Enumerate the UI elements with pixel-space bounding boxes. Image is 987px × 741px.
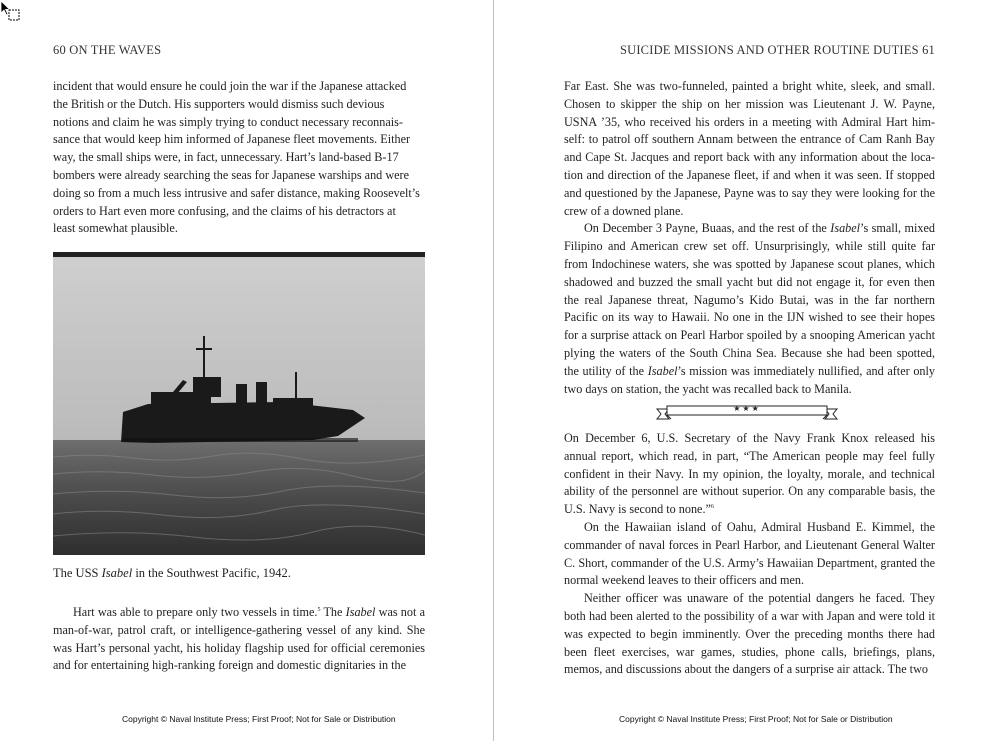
text-line: bombers were already searching the seas for Japanese warships and were (53, 167, 409, 182)
running-head-left: 60 ON THE WAVES (53, 43, 162, 57)
right-paragraph-5: Neither officer was unaware of the potential dangers he faced. They both had been alerted to the possibility of a war with Japan and were told it was expected to begin imminently. Over the preceding months there had been fleet exercises, war games, studies, phone calls, briefings, plans, memos, and discussions about the dangers of a surprise air attack. The two (564, 591, 935, 677)
running-head-right: SUICIDE MISSIONS AND OTHER ROUTINE DUTIES 61 (619, 43, 935, 57)
text-line: notions and claim he was simply trying to conduct necessary reconnais- (53, 114, 403, 129)
text-line: incident that would ensure he could join the war if the Japanese attacked (53, 79, 407, 93)
note-reference: 5 (317, 606, 321, 613)
right-paragraph-4: On the Hawaiian island of Oahu, Admiral Husband E. Kimmel, the commander of naval forces in Pearl Harbor, and Lieutenant General Walter C. Short, commander of the U.S. Army’s Hawaiian Department, granted the normal weekend leaves to their officers and men. (564, 519, 935, 588)
copyright-footer-left: Copyright © Naval Institute Press; First Proof; Not for Sale or Distribution (122, 714, 396, 724)
text-line: the British or the Dutch. His supporters would dismiss such devious (53, 96, 385, 111)
text-line: doing so from a much less intrusive and safer distance, making Roosevelt’s (53, 185, 420, 200)
text-line: orders to Hart even more confusing, and the claims of his detractors at (53, 203, 396, 218)
section-break-ornament (655, 403, 839, 423)
right-paragraph-1: Far East. She was two-funneled, painted a bright white, sleek, and small. Chosen to skipper the ship on her mission was Lieutenant J. W. Payne, USNA ’35, who received his orders in a meeting with Admiral Hart him-self: to patrol off southern Annam between the entrance of Cam Ranh Bay and Cape St. Jacques and report back with any information about the loca-tion and direction of the Japanese fleet, if and when it was seen. If stopped and questioned by the Japanese, Payne was to say they were looking for the crew of a downed plane. (564, 79, 935, 218)
right-paragraph-3: On December 6, U.S. Secretary of the Navy Frank Knox released his annual report, which read, in part, “The American people may feel fully confident in their Navy. In my opinion, the loyalty, morale, and technical ability of the personnel are without superior. On any comparable basis, the U.S. Navy is second to none.”$^6$ (564, 431, 935, 517)
right-paragraph-2: On December 3 Payne, Buaas, and the rest of the Isabel’s small, mixed Filipino and American crew set off. Unsurprisingly, while still quite far from Indochinese waters, she was spotted by Japanese scout planes, which shadowed and buzzed the small yacht but did not engage it, for even then the real Japanese threat, Nagumo’s Kido Butai, was in the far northern Pacific on its way to Hawaii. No one in the IJN wished to see their hopes for a surprise attack on Pearl Harbor spoiled by a snooping American yacht plying the waters of the South China Sea. Because she had been spotted, the utility of the Isabel’s mission was immediately nullified, and after only two days on station, the yacht was recalled back to Manila. (564, 221, 935, 396)
right-body-text (564, 78, 935, 398)
text-line: way, the small ships were, in fact, unnecessary. Hart’s land-based B-17 (53, 150, 399, 165)
photo-caption: The USS Isabel in the Southwest Pacific, 1942. (53, 566, 291, 580)
right-body-text-2 (564, 430, 935, 679)
copyright-footer-right: Copyright © Naval Institute Press; First Proof; Not for Sale or Distribution (619, 714, 893, 724)
text-line: sance that would keep him informed of Japanese fleet movements. Either (53, 132, 411, 147)
note-reference: 6 (710, 504, 714, 511)
ornament-stars: ★★★ (733, 404, 761, 413)
left-paragraph-1 (53, 78, 425, 238)
ship-photograph (53, 252, 425, 555)
left-paragraph-2: Hart was able to prepare only two vessels in time.$^5$ The Isabel was not a man-of-war, patrol craft, or intelligence-gathering vessel of any kind. She was Hart’s personal yacht, his holiday flagship used for official ceremonies and for entertaining high-ranking foreign and domestic dignitaries in the (53, 605, 426, 673)
left-page (0, 0, 493, 741)
right-page (494, 0, 987, 741)
text-line: least somewhat plausible. (53, 221, 178, 236)
